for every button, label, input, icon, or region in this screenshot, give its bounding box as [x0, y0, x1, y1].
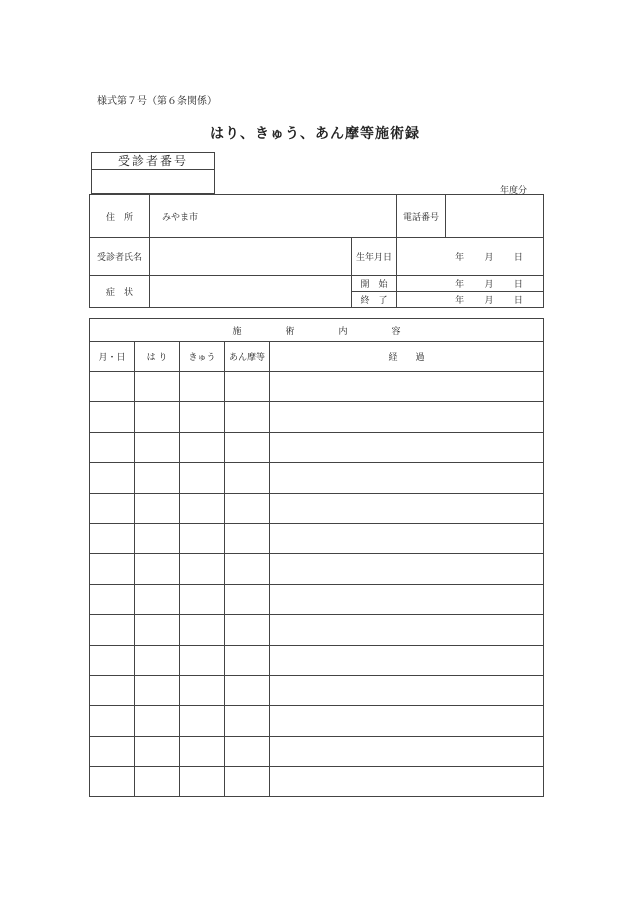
table-cell	[180, 554, 225, 584]
start-date: 年 月 日	[397, 276, 544, 292]
table-cell	[135, 584, 180, 614]
table-cell	[180, 767, 225, 797]
address-label: 住 所	[90, 195, 150, 238]
table-row	[90, 645, 544, 675]
table-cell	[225, 523, 270, 553]
fiscal-year-label: 年度分	[500, 186, 528, 196]
table-cell	[225, 372, 270, 402]
table-row	[90, 584, 544, 614]
end-date: 年 月 日	[397, 292, 544, 308]
patient-number-label: 受診者番号	[92, 153, 214, 170]
patient-number-box	[91, 152, 215, 194]
table-row	[90, 372, 544, 402]
table-row	[90, 402, 544, 432]
end-label: 終 了	[352, 292, 397, 308]
table-cell	[225, 645, 270, 675]
table-cell	[90, 584, 135, 614]
table-cell	[180, 493, 225, 523]
table-row	[90, 554, 544, 584]
table-cell	[270, 645, 544, 675]
symptom-label: 症 状	[90, 276, 150, 308]
start-label: 開 始	[352, 276, 397, 292]
table-cell	[135, 554, 180, 584]
birth-label: 生年月日	[352, 238, 397, 276]
table-row	[90, 523, 544, 553]
table-cell	[135, 493, 180, 523]
table-cell	[90, 372, 135, 402]
table-cell	[135, 675, 180, 705]
table-cell	[225, 584, 270, 614]
table-cell	[180, 615, 225, 645]
table-cell	[225, 554, 270, 584]
table-cell	[90, 432, 135, 462]
table-cell	[180, 523, 225, 553]
table-row	[90, 493, 544, 523]
table-cell	[90, 554, 135, 584]
table-cell	[90, 493, 135, 523]
table-cell	[90, 645, 135, 675]
table-cell	[180, 584, 225, 614]
table-cell	[180, 432, 225, 462]
table-row	[90, 767, 544, 797]
table-cell	[270, 493, 544, 523]
table-cell	[135, 736, 180, 766]
name-label: 受診者氏名	[90, 238, 150, 276]
table-cell	[135, 432, 180, 462]
table-cell	[90, 675, 135, 705]
table-cell	[225, 493, 270, 523]
form-number: 様式第７号（第６条関係）	[97, 96, 217, 107]
table-cell	[270, 615, 544, 645]
table-cell	[270, 402, 544, 432]
table-cell	[270, 706, 544, 736]
table-row	[90, 432, 544, 462]
table-cell	[90, 615, 135, 645]
table-cell	[270, 554, 544, 584]
table-cell	[180, 402, 225, 432]
table-cell	[180, 675, 225, 705]
table-cell	[225, 432, 270, 462]
col-kyu-header: きゅう	[180, 342, 225, 372]
table-cell	[225, 736, 270, 766]
table-cell	[90, 767, 135, 797]
table-cell	[225, 767, 270, 797]
table-cell	[135, 372, 180, 402]
table-row	[90, 706, 544, 736]
table-cell	[135, 615, 180, 645]
table-cell	[225, 463, 270, 493]
address-value: みやま市	[150, 195, 397, 238]
table-cell	[270, 523, 544, 553]
table-row	[90, 675, 544, 705]
document-title: はり、きゅう、あん摩等施術録	[210, 126, 420, 142]
table-cell	[90, 736, 135, 766]
table-cell	[225, 706, 270, 736]
table-row	[90, 463, 544, 493]
table-cell	[270, 432, 544, 462]
table-cell	[270, 463, 544, 493]
col-date-header: 月・日	[90, 342, 135, 372]
table-cell	[270, 767, 544, 797]
col-anma-header: あん摩等	[225, 342, 270, 372]
treatment-rows	[90, 372, 544, 797]
table-cell	[135, 402, 180, 432]
table-cell	[135, 645, 180, 675]
col-hari-header: は り	[135, 342, 180, 372]
table-row	[90, 615, 544, 645]
treatment-section-title: 施 術 内 容	[90, 319, 544, 342]
table-cell	[225, 615, 270, 645]
table-cell	[270, 584, 544, 614]
name-value	[150, 238, 352, 276]
table-cell	[180, 736, 225, 766]
phone-value	[446, 195, 544, 238]
table-cell	[270, 675, 544, 705]
table-cell	[90, 523, 135, 553]
table-cell	[180, 645, 225, 675]
table-cell	[90, 402, 135, 432]
table-cell	[135, 767, 180, 797]
table-cell	[180, 372, 225, 402]
birth-value: 年 月 日	[397, 238, 544, 276]
patient-info-table	[89, 194, 544, 308]
table-cell	[225, 402, 270, 432]
table-cell	[90, 706, 135, 736]
table-row	[90, 736, 544, 766]
table-cell	[180, 706, 225, 736]
table-cell	[90, 463, 135, 493]
phone-label: 電話番号	[397, 195, 446, 238]
table-cell	[180, 463, 225, 493]
table-cell	[270, 372, 544, 402]
table-cell	[135, 463, 180, 493]
treatment-table	[89, 318, 544, 797]
table-cell	[225, 675, 270, 705]
table-cell	[135, 523, 180, 553]
col-progress-header: 経 過	[270, 342, 544, 372]
table-cell	[135, 706, 180, 736]
table-cell	[270, 736, 544, 766]
symptom-value	[150, 276, 352, 308]
